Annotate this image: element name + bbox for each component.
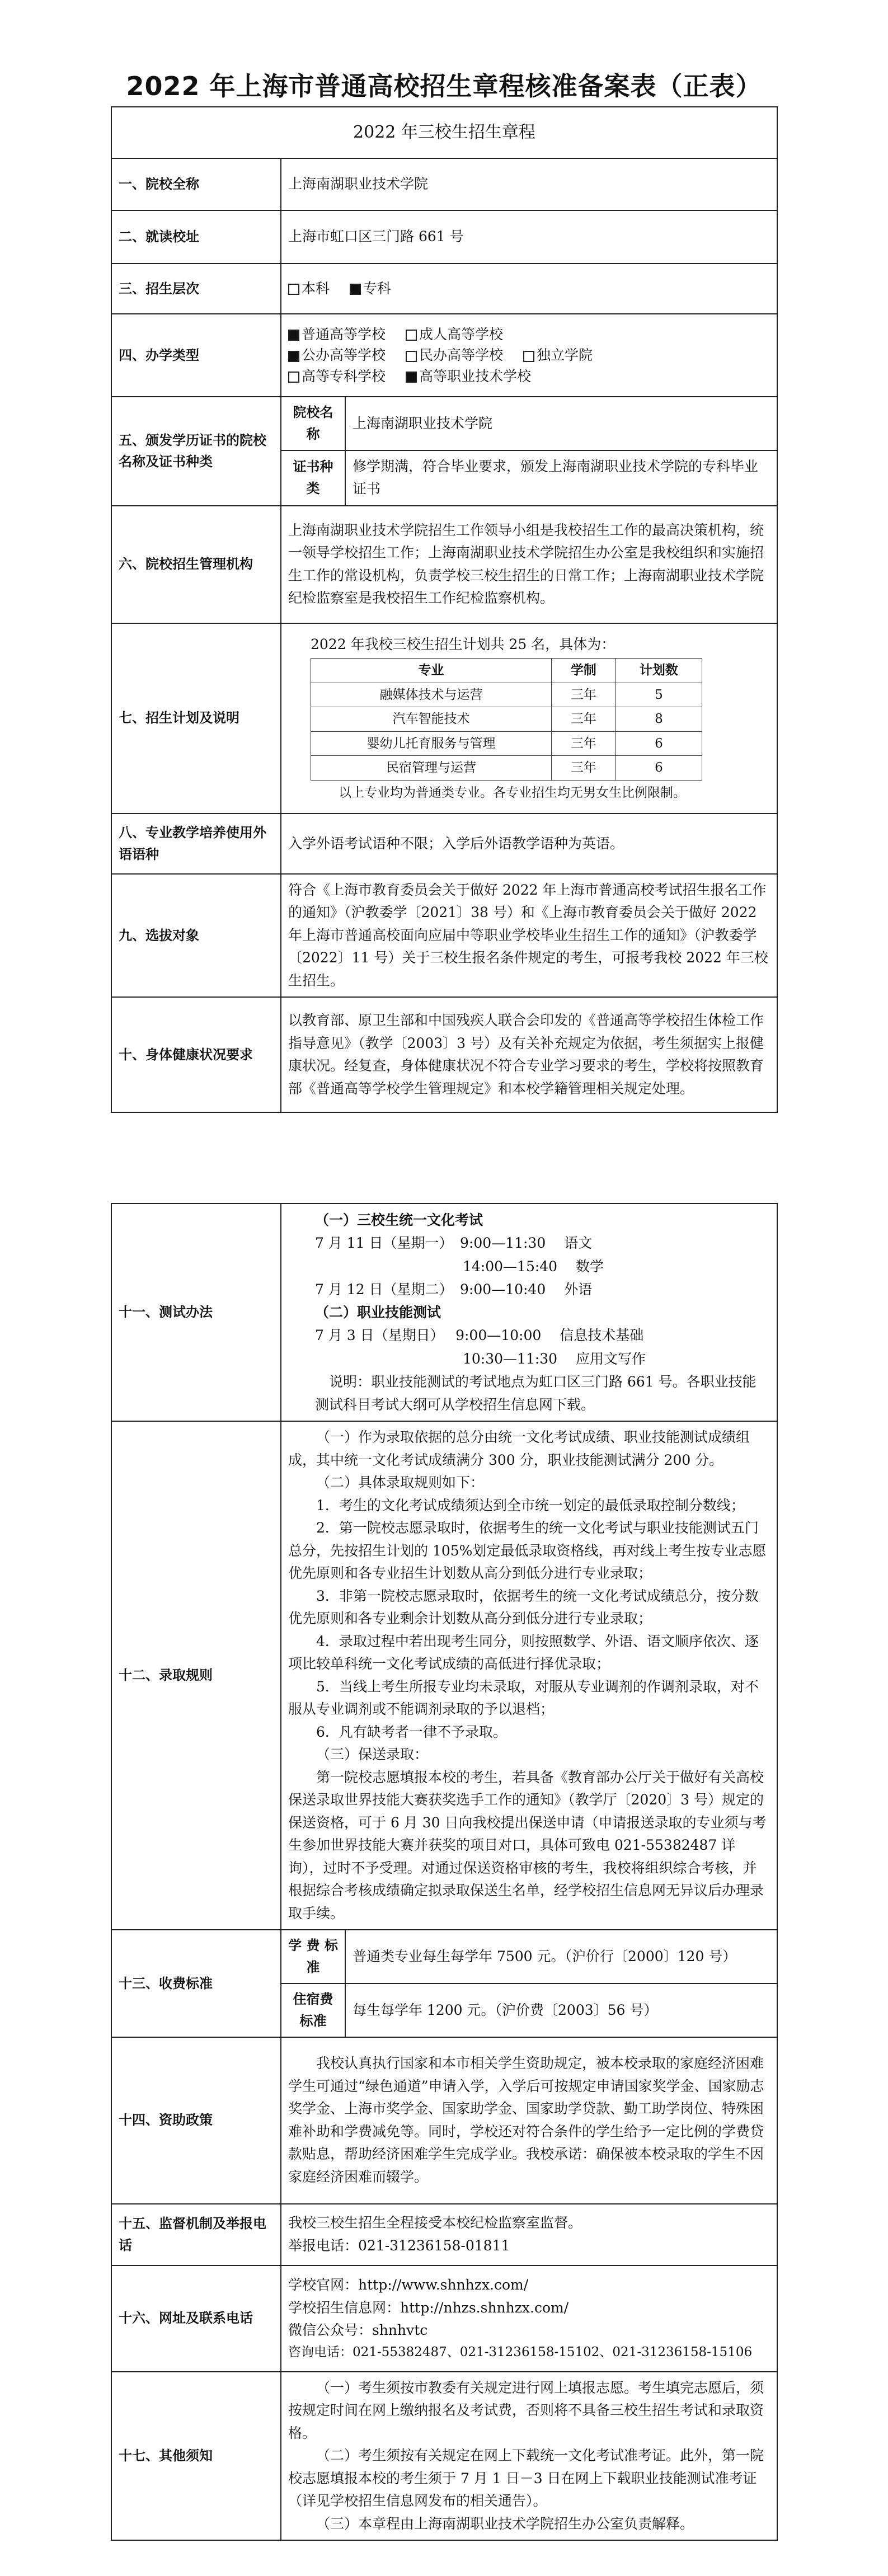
plan-quota: 8	[616, 707, 702, 732]
plan-quota: 5	[616, 683, 702, 707]
supervise-content	[281, 2204, 777, 2265]
exam-line: 14:00—15:40 数学	[463, 1258, 604, 1275]
aid-value: 我校认真执行国家和本市相关学生资助规定，被本校录取的家庭经济困难学生可通过“绿色通道”申请入学，入学后可按规定申请国家奖学金、国家励志奖学金、上海市奖学金、国家助学金、国家助学贷款、勤工助学岗位、特殊困难补助和学费减免等。同时，学校还对符合条件的学生给予一定比例的学费贷款贴息，帮助经济困难学生完成学业。我校承诺：确保被本校录取的学生不因家庭经济困难而辍学。	[281, 2037, 777, 2204]
rules-para: 6．凡有缺考者一律不予录取。	[316, 1723, 507, 1740]
type-option-vocational: 高等职业技术学校	[406, 366, 531, 387]
type-option-specialized: 高等专科学校	[288, 366, 386, 387]
table-row	[311, 683, 702, 707]
plan-col-quota: 计划数	[616, 659, 702, 683]
cert-school-label: 院校名称	[281, 397, 345, 450]
supervise-line: 我校三校生招生全程接受本校纪检监察室监督。	[288, 2215, 582, 2231]
checkbox-icon	[523, 351, 534, 362]
checkbox-checked-icon	[288, 351, 299, 362]
tuition-label: 学 费 标 准	[281, 1930, 345, 1983]
plan-table	[311, 658, 702, 781]
table-row	[311, 731, 702, 756]
rules-para: 3．非第一院校志愿录取时，依据考生的统一文化考试成绩总分，按分数优先原则和各专业剩余计划数从高分到低分进行专业录取；	[288, 1587, 759, 1627]
exam-line: 10:30—11:30 应用文写作	[463, 1350, 646, 1367]
type-option-private: 民办高等学校	[406, 345, 503, 366]
exam-schedule	[281, 1204, 777, 1421]
checkbox-checked-icon	[288, 330, 299, 341]
aid-label: 十四、资助政策	[111, 2037, 281, 2204]
rules-content	[281, 1421, 777, 1930]
type-label: 四、办学类型	[111, 314, 281, 397]
checkbox-checked-icon	[350, 284, 361, 295]
fees-label: 十三、收费标准	[111, 1930, 281, 2037]
exam-line: 7 月 3 日（星期日） 9:00—10:00 信息技术基础	[315, 1327, 644, 1344]
campus-value: 上海市虹口区三门路 661 号	[281, 210, 777, 264]
type-option-independent: 独立学院	[523, 345, 593, 366]
exam-line: （二）职业技能测试	[315, 1304, 441, 1320]
charter-table-part-2	[111, 1203, 778, 2541]
report-phone: 举报电话：021-31236158-01811	[288, 2237, 510, 2254]
table-row	[311, 756, 702, 781]
plan-major: 融媒体技术与运营	[311, 683, 552, 707]
campus-label: 二、就读校址	[111, 210, 281, 264]
checkbox-checked-icon	[406, 372, 417, 383]
plan-major: 汽车智能技术	[311, 707, 552, 732]
plan-col-major: 专业	[311, 659, 552, 683]
other-content	[281, 2372, 777, 2541]
school-name-value: 上海南湖职业技术学院	[281, 158, 777, 210]
level-options	[281, 264, 777, 314]
rules-para: （三）保送录取：	[316, 1746, 429, 1763]
admissions-site-link[interactable]: 学校招生信息网：http://nhzs.shnhzx.com/	[288, 2299, 569, 2316]
target-value: 符合《上海市教育委员会关于做好 2022 年上海市普通高校考试招生报名工作的通知》（沪教委学〔2021〕38 号）和《上海市教育委员会关于做好 2022 年上海市普通高校面向应届中等职业学校毕业生招生工作的通知》（沪教委学〔2022〕11 号）关于三校生报名条件规定的考生，可报考我校 2022 年三校生招生。	[281, 874, 777, 998]
exam-line: （一）三校生统一文化考试	[315, 1212, 483, 1228]
type-option-regular: 普通高等学校	[288, 324, 386, 345]
plan-quota: 6	[616, 756, 702, 781]
target-label: 九、选拔对象	[111, 874, 281, 998]
consult-phone: 咨询电话：021-55382487、021-31236158-15102、021-31236158-15106	[288, 2344, 753, 2359]
school-name-label: 一、院校全称	[111, 158, 281, 210]
rules-para: 第一院校志愿填报本校的考生，若具备《教育部办公厅关于做好有关高校保送录取世界技能大赛获奖选手工作的通知》（教学厅〔2020〕3 号）规定的保送资格，可于 6 月 30 日向我校提出保送申请（申请报送录取的专业须与考生参加世界技能大赛并获奖的项目对口，具体可致电 021-55382487 详询），过时不予受理。对通过保送资格审核的考生，我校将组织综合考核，并根据综合考核成绩确定拟录取保送生名单，经学校招生信息网无异议后办理录取手续。	[288, 1769, 767, 1921]
plan-label: 七、招生计划及说明	[111, 623, 281, 814]
exam-note: 说明：职业技能测试的考试地点为虹口区三门路 661 号。各职业技能测试科目考试大纲可从学校招生信息网下载。	[315, 1373, 757, 1413]
checkbox-icon	[406, 330, 417, 341]
other-para: （二）考生须按有关规定在网上下载统一文化考试准考证。此外，第一院校志愿填报本校的考生须于 7 月 1 日－3 日在网上下载职业技能测试准考证（详见学校招生信息网发布的相关通告）。	[288, 2447, 764, 2509]
lang-label: 八、专业教学培养使用外语语种	[111, 814, 281, 874]
document-title: 2022 年上海市普通高校招生章程核准备案表（正表）	[126, 71, 762, 101]
plan-intro: 2022 年我校三校生招生计划共 25 名，具体为：	[311, 636, 616, 652]
exam-line: 7 月 12 日（星期二） 9:00—10:40 外语	[315, 1281, 593, 1298]
contact-content	[281, 2265, 777, 2372]
health-label: 十、身体健康状况要求	[111, 997, 281, 1112]
type-option-adult: 成人高等学校	[406, 324, 503, 345]
plan-major: 民宿管理与运营	[311, 756, 552, 781]
wechat-account: 微信公众号：shnhvtc	[288, 2322, 428, 2339]
rules-para: 2．第一院校志愿录取时，依据考生的统一文化考试与职业技能测试五门总分，先按招生计划的 105%划定最低录取资格线，再对线上考生按专业志愿优先原则和各专业招生计划数从高分到低分进行专业录取；	[288, 1520, 767, 1582]
cert-label: 五、颁发学历证书的院校名称及证书种类	[111, 397, 281, 506]
level-label: 三、招生层次	[111, 264, 281, 314]
other-para: （一）考生须按市教委有关规定进行网上填报志愿。考生填完志愿后，须按规定时间在网上缴纳报名及考试费，否则将不具备三校生招生考试和录取资格。	[288, 2379, 764, 2441]
checkbox-icon	[288, 284, 299, 295]
plan-col-years: 学制	[552, 659, 616, 683]
table-header: 2022 年三校生招生章程	[111, 107, 777, 158]
dorm-fee-label: 住宿费标准	[281, 1983, 345, 2037]
tuition-value: 普通类专业每生每学年 7500 元。（沪价行〔2000〕120 号）	[345, 1930, 777, 1983]
plan-years: 三年	[552, 707, 616, 732]
level-option-bachelor: 本科	[288, 278, 330, 300]
level-option-college: 专科	[350, 278, 391, 300]
plan-major: 婴幼儿托育服务与管理	[311, 731, 552, 756]
type-option-public: 公办高等学校	[288, 345, 386, 366]
org-label: 六、院校招生管理机构	[111, 506, 281, 623]
rules-para: （二）具体录取规则如下：	[316, 1474, 485, 1491]
cert-kind-value: 修学期满，符合毕业要求，颁发上海南湖职业技术学院的专科毕业证书	[345, 450, 777, 506]
dorm-fee-value: 每生每学年 1200 元。（沪价费〔2003〕56 号）	[345, 1983, 777, 2037]
exam-line: 7 月 11 日（星期一） 9:00—11:30 语文	[315, 1235, 593, 1252]
health-value: 以教育部、原卫生部和中国残疾人联合会印发的《普通高等学校招生体检工作指导意见》（教学〔2003〕3 号）及有关补充规定为依据，考生须据实上报健康状况。经复查，身体健康状况不符合专业学习要求的考生，学校将按照教育部《普通高等学校学生管理规定》和本校学籍管理相关规定处理。	[281, 997, 777, 1112]
plan-note: 以上专业均为普通类专业。各专业招生均无男女生比例限制。	[339, 785, 686, 800]
checkbox-icon	[288, 372, 299, 383]
type-options	[281, 314, 777, 397]
exam-label: 十一、测试办法	[111, 1204, 281, 1421]
rules-para: （一）作为录取依据的总分由统一文化考试成绩、职业技能测试成绩组成，其中统一文化考试成绩满分 300 分，职业技能测试满分 200 分。	[288, 1429, 750, 1468]
charter-table-part-1	[111, 106, 778, 1113]
rules-label: 十二、录取规则	[111, 1421, 281, 1930]
rules-para: 4．录取过程中若出现考生同分，则按照数学、外语、语文顺序依次、逐项比较单科统一文化考试成绩的高低进行择优录取；	[288, 1633, 759, 1672]
plan-years: 三年	[552, 683, 616, 707]
plan-content	[281, 623, 777, 814]
org-value: 上海南湖职业技术学院招生工作领导小组是我校招生工作的最高决策机构，统一领导学校招生工作；上海南湖职业技术学院招生办公室是我校组织和实施招生工作的常设机构，负责学校三校生招生的日常工作；上海南湖职业技术学院纪检监察室是我校招生工作纪检监察机构。	[281, 506, 777, 623]
official-site-link[interactable]: 学校官网：http://www.shnhzx.com/	[288, 2277, 529, 2293]
supervise-label: 十五、监督机制及举报电话	[111, 2204, 281, 2265]
table-row	[311, 707, 702, 732]
plan-quota: 6	[616, 731, 702, 756]
plan-years: 三年	[552, 731, 616, 756]
other-para: （三）本章程由上海南湖职业技术学院招生办公室负责解释。	[316, 2515, 694, 2532]
rules-para: 1．考生的文化考试成绩须达到全市统一划定的最低录取控制分数线；	[316, 1497, 745, 1513]
plan-years: 三年	[552, 756, 616, 781]
contact-label: 十六、网址及联系电话	[111, 2265, 281, 2372]
other-label: 十七、其他须知	[111, 2372, 281, 2541]
rules-para: 5．当线上考生所报专业均未录取，对服从专业调剂的作调剂录取，对不服从专业调剂或不能调剂录取的予以退档；	[288, 1678, 759, 1718]
cert-school-value: 上海南湖职业技术学院	[345, 397, 777, 450]
cert-kind-label: 证书种类	[281, 450, 345, 506]
lang-value: 入学外语考试语种不限；入学后外语教学语种为英语。	[281, 814, 777, 874]
checkbox-icon	[406, 351, 417, 362]
